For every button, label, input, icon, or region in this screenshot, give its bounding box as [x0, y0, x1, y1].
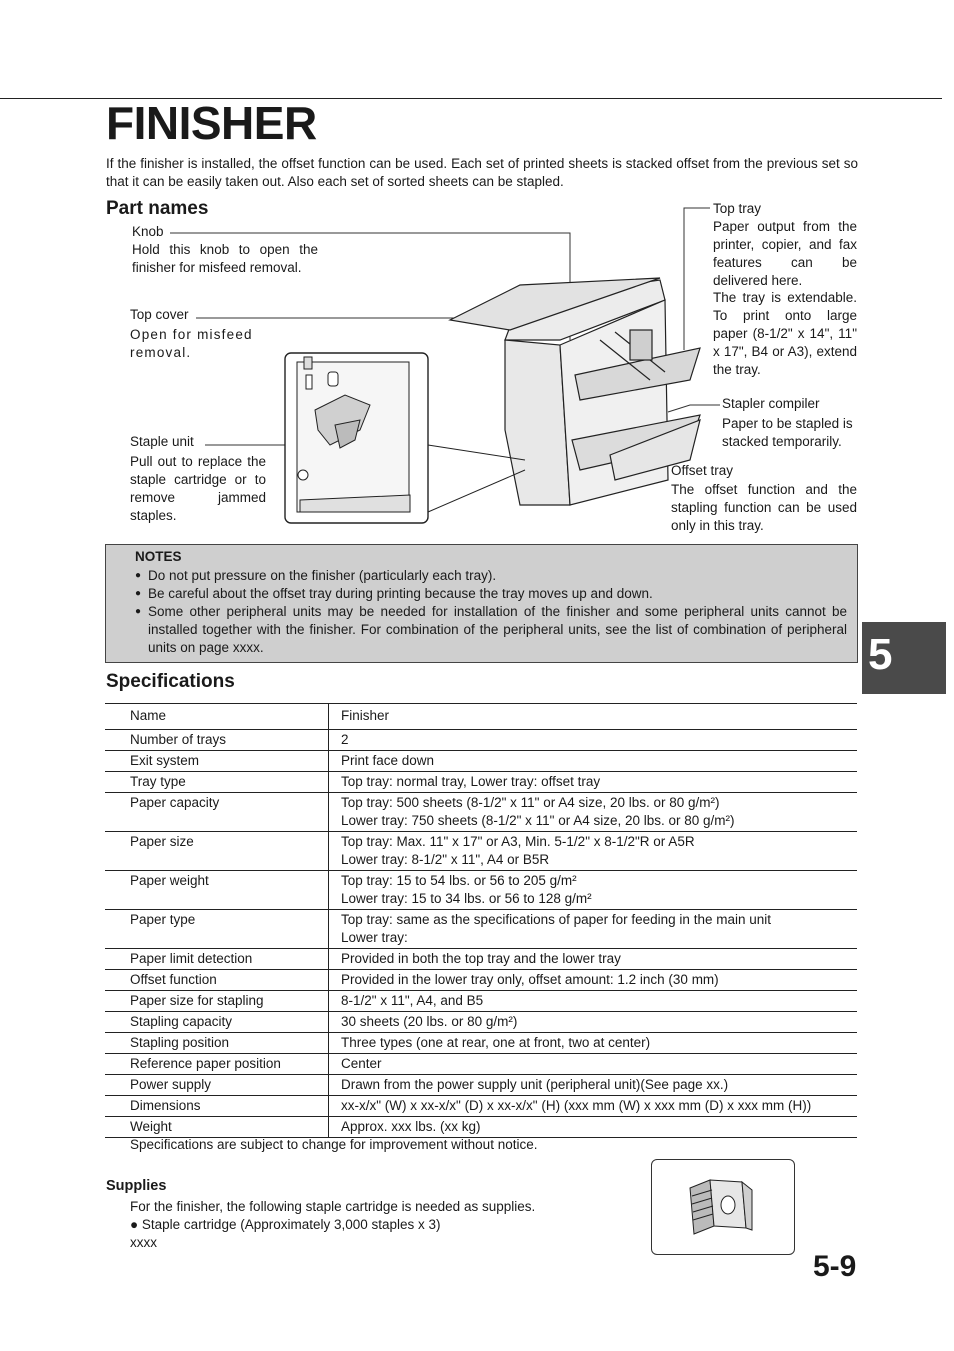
spec-value: xx-x/x" (W) x xx-x/x" (D) x xx-x/x" (H) (xxx mm (W) x xxx mm (D) x xxx mm (H)) — [341, 1098, 812, 1113]
table-row — [105, 949, 857, 970]
spec-name-cell: Stapling capacity — [105, 1012, 329, 1033]
spec-value: Top tray: 15 to 54 lbs. or 56 to 205 g/m² — [341, 873, 577, 888]
table-row — [105, 1117, 857, 1138]
top-cover-label: Top cover — [130, 307, 189, 322]
spec-value-cell — [329, 1033, 858, 1054]
table-row — [105, 970, 857, 991]
staple-cartridge-icon — [652, 1160, 794, 1254]
table-row — [105, 910, 857, 949]
stapler-compiler-desc: Paper to be stapled is stacked temporarily. — [722, 416, 853, 449]
top-tray-label: Top tray — [713, 201, 762, 216]
spec-value-cell — [329, 949, 858, 970]
chapter-tab — [862, 622, 946, 694]
staple-unit-desc: Pull out to replace the staple cartridge or to remove jammed staples. — [130, 454, 266, 523]
spec-value: Three types (one at rear, one at front, two at center) — [341, 1035, 651, 1050]
spec-name-cell: Weight — [105, 1117, 329, 1138]
knob-label: Knob — [132, 224, 164, 239]
top-tray-desc-2: The tray is extendable. To print onto large paper (8-1/2" x 14", 11" x 17", B4 or A3), extend the tray. — [713, 290, 857, 377]
spec-name-cell: Paper capacity — [105, 793, 329, 832]
note-item: ● Be careful about the offset tray during printing because the tray moves up and down. — [135, 585, 847, 603]
spec-name-cell: Paper type — [105, 910, 329, 949]
spec-value-cell — [329, 1075, 858, 1096]
table-row — [105, 871, 857, 910]
spec-value-cell — [329, 1012, 858, 1033]
page-title: FINISHER — [106, 97, 317, 149]
spec-value: 2 — [341, 732, 349, 747]
table-row — [105, 1096, 857, 1117]
spec-value: Approx. xxx lbs. (xx kg) — [341, 1119, 481, 1134]
notes-title: NOTES — [135, 549, 182, 564]
spec-value-cell — [329, 772, 858, 793]
spec-value-secondary: Lower tray: 8-1/2" x 11", A4 or B5R — [341, 852, 550, 867]
supplies-heading: Supplies — [106, 1178, 167, 1194]
spec-name-cell: Exit system — [105, 751, 329, 772]
spec-value-cell — [329, 871, 858, 910]
spec-value-cell — [329, 793, 858, 832]
spec-name-cell: Paper weight — [105, 871, 329, 910]
spec-value: Top tray: 500 sheets (8-1/2" x 11" or A4 size, 20 lbs. or 80 g/m²) — [341, 795, 720, 810]
specifications-table — [105, 703, 857, 1138]
spec-name-cell: Tray type — [105, 772, 329, 793]
knob-desc: Hold this knob to open the finisher for misfeed removal. — [132, 242, 318, 275]
spec-value-cell — [329, 1117, 858, 1138]
spec-value: Drawn from the power supply unit (peripheral unit)(See page xx.) — [341, 1077, 729, 1092]
table-row — [105, 751, 857, 772]
spec-name-cell: Name — [105, 704, 329, 730]
spec-name-cell: Reference paper position — [105, 1054, 329, 1075]
table-row — [105, 991, 857, 1012]
page-number: 5-9 — [813, 1250, 857, 1283]
table-row — [105, 832, 857, 871]
supplies-line-2: ● Staple cartridge (Approximately 3,000 staples x 3) — [130, 1217, 441, 1232]
table-row — [105, 1075, 857, 1096]
spec-value-cell — [329, 1054, 858, 1075]
spec-name-cell: Offset function — [105, 970, 329, 991]
spec-name-cell: Paper limit detection — [105, 949, 329, 970]
spec-value-cell — [329, 910, 858, 949]
spec-value: Top tray: normal tray, Lower tray: offset tray — [341, 774, 601, 789]
spec-value: 8-1/2" x 11", A4, and B5 — [341, 993, 484, 1008]
spec-value-secondary: Lower tray: 15 to 34 lbs. or 56 to 128 g/m² — [341, 891, 592, 906]
note-item: ● Do not put pressure on the finisher (particularly each tray). — [135, 567, 847, 585]
staple-cartridge-image — [651, 1159, 795, 1255]
offset-tray-label: Offset tray — [671, 463, 734, 478]
intro-paragraph: If the finisher is installed, the offset function can be used. Each set of printed sheets is stacked offset from the previous set so that it can be easily taken out. Also each set of sorted sheets can be stapled. — [106, 156, 858, 189]
specifications-heading: Specifications — [106, 671, 235, 692]
table-row — [105, 772, 857, 793]
finisher-illustration — [0, 195, 954, 535]
spec-value: Provided in the lower tray only, offset amount: 1.2 inch (30 mm) — [341, 972, 719, 987]
spec-value-secondary: Lower tray: — [341, 930, 408, 945]
spec-value-cell — [329, 730, 858, 751]
spec-name-cell: Number of trays — [105, 730, 329, 751]
table-row — [105, 704, 857, 730]
spec-value: Print face down — [341, 753, 435, 768]
notes-list — [135, 567, 847, 657]
table-row — [105, 793, 857, 832]
offset-tray-desc: The offset function and the stapling function can be used only in this tray. — [671, 482, 857, 533]
spec-value: Provided in both the top tray and the lower tray — [341, 951, 621, 966]
spec-name-cell: Paper size — [105, 832, 329, 871]
part-names-heading: Part names — [106, 198, 209, 219]
spec-value: Finisher — [341, 708, 390, 723]
spec-value: Top tray: same as the specifications of paper for feeding in the main unit — [341, 912, 771, 927]
spec-value-cell — [329, 751, 858, 772]
supplies-line-3: xxxx — [130, 1235, 157, 1250]
supplies-line-1: For the finisher, the following staple cartridge is needed as supplies. — [130, 1199, 536, 1214]
top-tray-desc-1: Paper output from the printer, copier, and fax features can be delivered here. — [713, 219, 857, 288]
chapter-number: 5 — [868, 630, 893, 679]
note-item: ● Some other peripheral units may be needed for installation of the finisher and some peripheral units cannot be installed together with the finisher. For combination of the peripheral units, see the list of combination of peripheral units on page xxxx. — [135, 603, 847, 657]
supplies-text — [130, 1198, 535, 1252]
spec-value: Top tray: Max. 11" x 17" or A3, Min. 5-1/2" x 8-1/2"R or A5R — [341, 834, 695, 849]
spec-value-cell — [329, 970, 858, 991]
spec-value-cell — [329, 991, 858, 1012]
spec-name-cell: Power supply — [105, 1075, 329, 1096]
specifications-footnote: Specifications are subject to change for improvement without notice. — [130, 1137, 538, 1152]
spec-name-cell: Stapling position — [105, 1033, 329, 1054]
spec-value-cell — [329, 1096, 858, 1117]
spec-value: 30 sheets (20 lbs. or 80 g/m²) — [341, 1014, 518, 1029]
table-row — [105, 1012, 857, 1033]
notes-box — [105, 544, 858, 663]
table-row — [105, 730, 857, 751]
spec-name-cell: Paper size for stapling — [105, 991, 329, 1012]
stapler-compiler-label: Stapler compiler — [722, 396, 820, 411]
spec-value-secondary: Lower tray: 750 sheets (8-1/2" x 11" or A4 size, 20 lbs. or 80 g/m²) — [341, 813, 735, 828]
top-cover-desc: Open for misfeed removal. — [130, 327, 253, 360]
spec-name-cell: Dimensions — [105, 1096, 329, 1117]
spec-value-cell — [329, 704, 858, 730]
table-row — [105, 1054, 857, 1075]
staple-unit-label: Staple unit — [130, 434, 194, 449]
spec-value: Center — [341, 1056, 382, 1071]
table-row — [105, 1033, 857, 1054]
spec-value-cell — [329, 832, 858, 871]
